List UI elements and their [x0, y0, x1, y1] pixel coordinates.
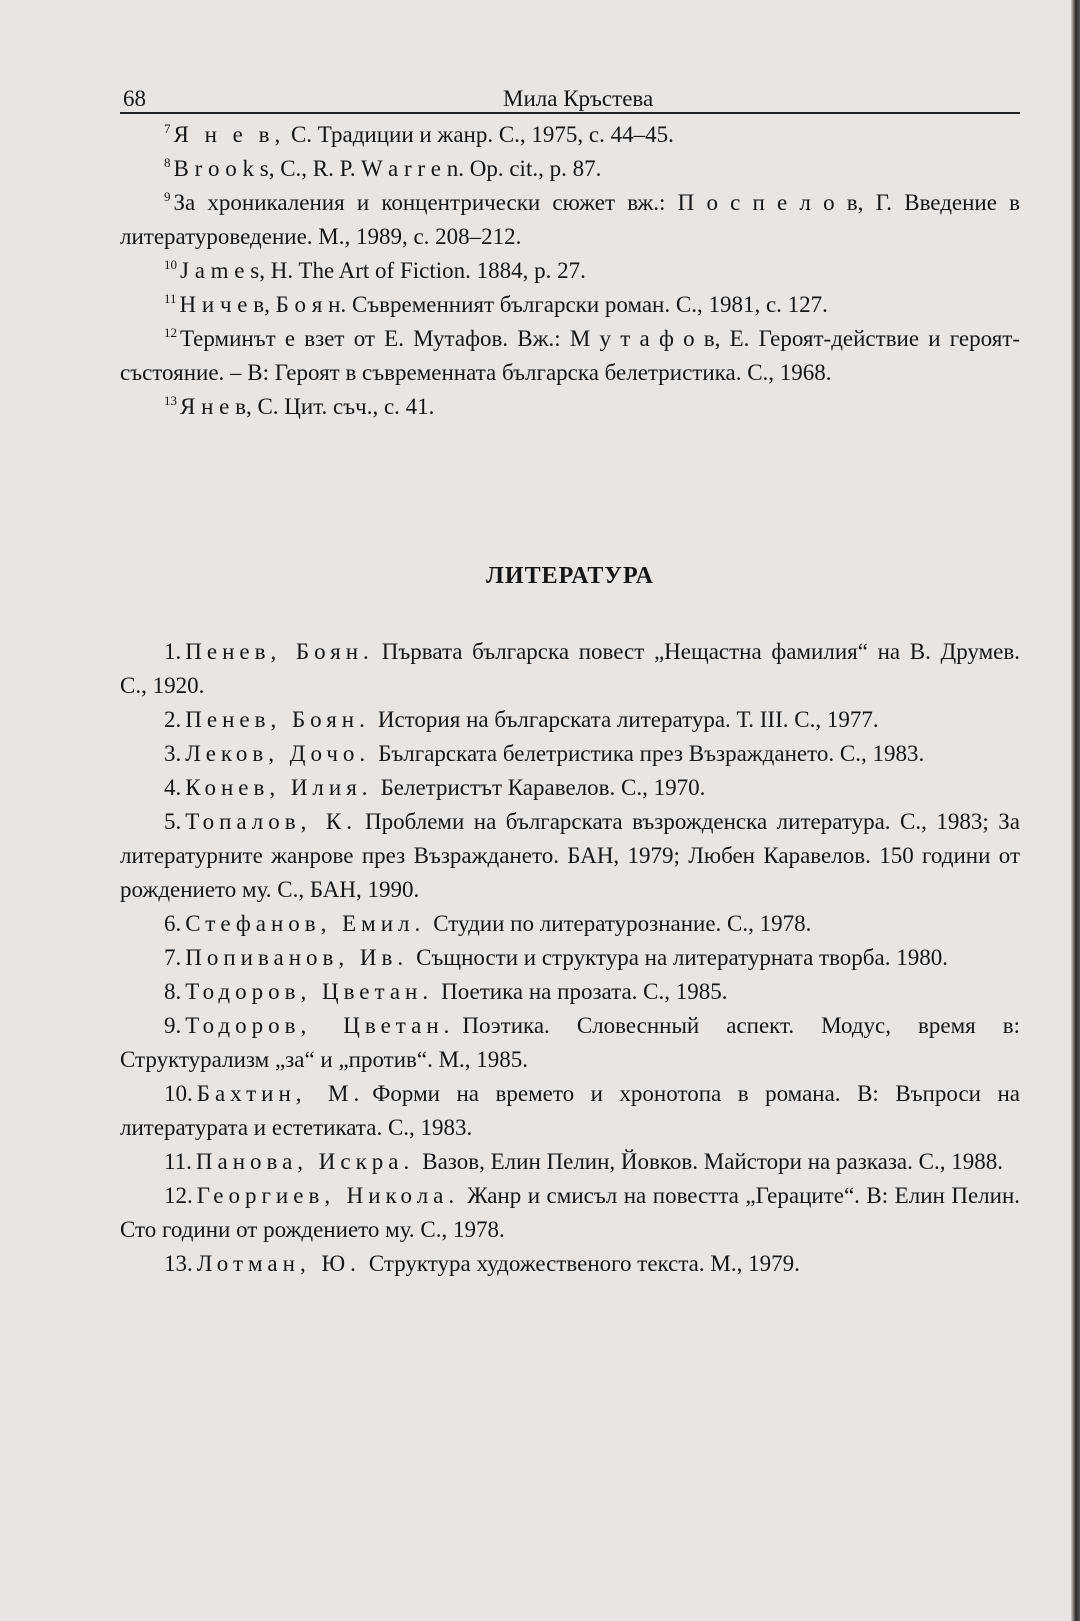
entry-number: 12.: [164, 1183, 193, 1208]
footnote-number: 10: [164, 257, 177, 272]
entry-author: Тодоров, Цветан.: [185, 1013, 455, 1038]
footnotes: [120, 118, 1020, 424]
bibliography-list: [120, 635, 1020, 1281]
page-edge: [1071, 0, 1080, 1621]
entry-text: Поэтика. Словеснный аспект. Модус, время в: Структурализм „за“ и „против“. М., 1985.: [120, 1013, 1020, 1072]
entry-text: Белетристът Каравелов. С., 1970.: [380, 775, 706, 800]
footnote: [120, 288, 1020, 322]
entry-text: Първата българска повест „Нещастна фамилия“ на В. Друмев. С., 1920.: [120, 639, 1020, 698]
entry-author: Панова, Искра.: [195, 1149, 415, 1174]
entry-number: 6.: [164, 911, 182, 936]
footnote-number: 12: [164, 325, 177, 340]
entry-number: 4.: [164, 775, 182, 800]
entry-author: Леков, Дочо.: [185, 741, 371, 766]
page-header: [120, 78, 1020, 114]
entry-text: Форми на времето и хронотопа в романа. В: Въпроси на литературата и естетиката. С., 1983.: [120, 1081, 1020, 1140]
entry-number: 13.: [164, 1251, 193, 1276]
bibliography-entry: [120, 1247, 1020, 1281]
entry-author: Пенев, Боян.: [185, 707, 370, 732]
entry-text: Българската белетристика през Възраждането. С., 1983.: [378, 741, 925, 766]
footnote: [120, 118, 1020, 152]
footnote: [120, 254, 1020, 288]
footnote: [120, 152, 1020, 186]
footnote: [120, 322, 1020, 390]
footnote-text: Съвременният български роман. С., 1981, с. 127.: [346, 292, 828, 317]
bibliography-entry: [120, 1077, 1020, 1145]
entry-number: 1.: [164, 639, 182, 664]
bibliography-entry: [120, 941, 1020, 975]
footnote-author: J a m e s,: [180, 258, 265, 283]
footnote-author: Я н е в,: [173, 122, 286, 147]
entry-number: 3.: [164, 741, 182, 766]
entry-text: Студии по литературознание. С., 1978.: [433, 911, 812, 936]
footnote-text: Терминът е взет от Е. Мутафов. Вж.: М у т а ф о в, Е. Героят-действие и героят-състояние. – В: Героят в съвременната българска белетристика. С., 1968.: [120, 326, 1020, 385]
bibliography-entry: [120, 737, 1020, 771]
entry-number: 11.: [164, 1149, 192, 1174]
entry-author: Топалов, К.: [185, 809, 357, 834]
running-title: Мила Кръстева: [503, 86, 654, 111]
section-heading: ЛИТЕРАТУРА: [486, 563, 654, 589]
entry-text: Проблеми на българската възрожденска литература. С., 1983; За литературните жанрове през Възраждането. БАН, 1979; Любен Каравелов. 150 години от рождението му. С., БАН, 1990.: [120, 809, 1021, 902]
bibliography-entry: [120, 1145, 1020, 1179]
entry-number: 9.: [164, 1013, 182, 1038]
entry-text: История на българската литература. Т. III. С., 1977.: [377, 707, 879, 732]
footnote-text: С. Традиции и жанр. С., 1975, с. 44–45.: [285, 122, 674, 147]
footnote-number: 8: [164, 155, 171, 170]
entry-text: Жанр и смисъл на повестта „Гераците“. В: Елин Пелин. Сто години от рождението му. С., 1978.: [120, 1183, 1020, 1242]
entry-text: Вазов, Елин Пелин, Йовков. Майстори на разказа. С., 1988.: [422, 1149, 1003, 1174]
entry-author: Стефанов, Емил.: [185, 911, 426, 936]
entry-number: 2.: [164, 707, 182, 732]
footnote-text: H. The Art of Fiction. 1884, p. 27.: [264, 258, 586, 283]
footnote-text: C., R. P. W a r r e n. Op. cit., p. 87.: [274, 156, 602, 181]
footnote: [120, 390, 1020, 424]
entry-author: Тодоров, Цветан.: [185, 979, 434, 1004]
footnote-author: B r o o k s,: [173, 156, 275, 181]
entry-text: Поетика на прозата. С., 1985.: [441, 979, 728, 1004]
footnote-number: 11: [164, 291, 177, 306]
entry-number: 10.: [164, 1081, 193, 1106]
bibliography-entry: [120, 1179, 1020, 1247]
bibliography-entry: [120, 805, 1020, 907]
page-number: 68: [123, 86, 146, 111]
bibliography-entry: [120, 1009, 1020, 1077]
footnote: [120, 186, 1020, 254]
entry-number: 7.: [164, 945, 182, 970]
entry-text: Структура художественого текста. М., 1979.: [368, 1251, 800, 1276]
bibliography-entry: [120, 703, 1020, 737]
footnote-text: С. Цит. съч., с. 41.: [251, 394, 435, 419]
footnote-number: 7: [164, 121, 171, 136]
bibliography-entry: [120, 771, 1020, 805]
footnote-author: Н и ч е в, Б о я н.: [179, 292, 347, 317]
entry-author: Пенев, Боян.: [185, 639, 374, 664]
bibliography-entry: [120, 635, 1020, 703]
entry-author: Конев, Илия.: [185, 775, 373, 800]
footnote-author: Я н е в,: [180, 394, 252, 419]
bibliography-entry: [120, 975, 1020, 1009]
entry-text: Същности и структура на литературната творба. 1980.: [416, 945, 948, 970]
footnote-number: 13: [164, 393, 177, 408]
footnote-text: За хроникаления и концентрически сюжет вж.: П о с п е л о в, Г. Введение в литературоведение. М., 1989, с. 208–212.: [120, 190, 1020, 249]
entry-author: Попиванов, Ив.: [185, 945, 409, 970]
footnote-number: 9: [164, 189, 171, 204]
entry-author: Георгиев, Никола.: [196, 1183, 460, 1208]
entry-number: 5.: [164, 809, 182, 834]
entry-author: Бахтин, М.: [196, 1081, 365, 1106]
bibliography-entry: [120, 907, 1020, 941]
entry-number: 8.: [164, 979, 182, 1004]
entry-author: Лотман, Ю.: [196, 1251, 361, 1276]
